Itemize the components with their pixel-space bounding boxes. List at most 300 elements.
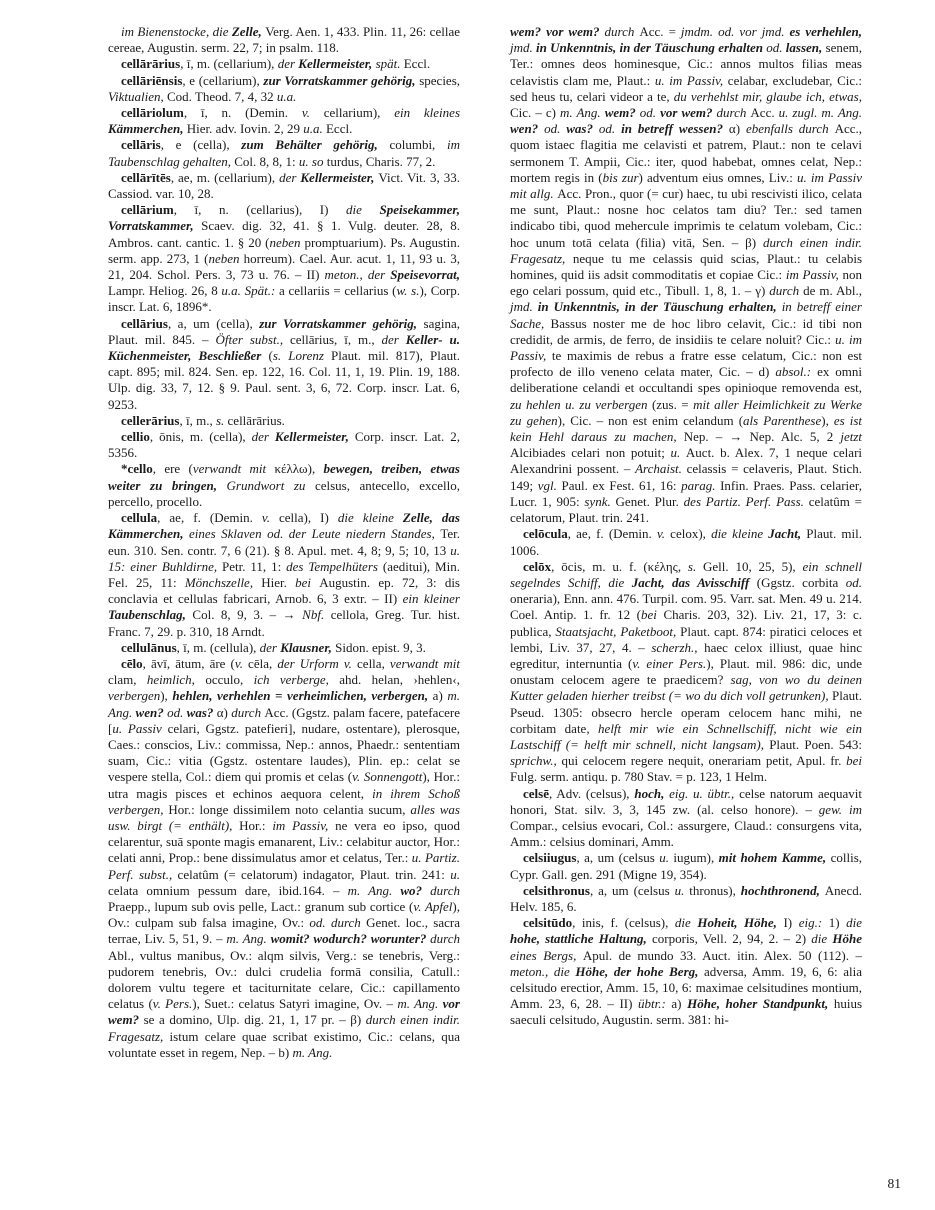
text-run: u. Partiz. Perf. subst., [108,850,460,882]
text-run: celsiiugus [523,850,577,866]
text-run: Bassus noster me de hoc libro celavit, Cic.: id tibi non credidit, de armis, de ferro, de insidiis te celare noluit? Cic.: [510,315,862,347]
text-run: helft mir wie ein Schnellschiff, nicht wie ein Lastschiff (= helft mir schnell, nicht langsam), [510,720,862,752]
text-run: ex omni deliberatione celandi et occultandi spes opinioque removenda est, [510,364,863,396]
text-run: u.a. Spät.: [221,283,280,299]
text-run: Genet. Plur. [615,493,684,509]
text-run: Jacht, [768,526,807,542]
text-run: sagina, Plaut. mil. 845. – [108,315,460,347]
text-run: der [277,56,299,72]
text-run: , a, um (celsus [589,882,675,898]
text-run: der [279,169,301,185]
text-run: wen? [135,704,168,720]
text-run: v. [656,526,671,542]
text-run: clam, [108,672,147,688]
text-run: u. [670,445,686,461]
text-run: scherzh., [651,639,705,655]
text-run: sag, von wo du deinen Kutter geladen hierher treibst (= wo du dich voll getrunken), [510,672,863,704]
text-run: u. im Passiv, [654,72,728,88]
left-column [108,24,460,1061]
text-run: ( [268,348,273,364]
text-run: bis zur [602,169,639,185]
text-run: α) [216,704,232,720]
text-run: was? [566,121,599,137]
text-run: durch [604,24,640,39]
text-run: als Parenthese [743,412,822,428]
text-run: v. Pers. [152,996,193,1012]
entry-celse [510,786,862,851]
text-run: , ī, m., [179,412,216,428]
text-run: haec celox illiust, quae hinc egreditur, internuntia ( [510,639,862,671]
text-run: neque tu me celassis quid scias, Plaut.: tu celabis homines, quid iis adsit commoditatis et copiae Cic.: [510,250,862,283]
text-run: heimlich, [146,672,206,688]
text-run: v. Apfel [413,898,453,914]
text-run: Anecd. Helv. 185, 6. [510,882,862,914]
text-run: alles was usw. birgt (= enthält), [108,801,460,833]
text-run: m. Ang. [226,931,271,947]
text-run: cella), I) [279,510,338,526]
text-run: bewegen, treiben, etwas weiter zu bringen, [108,461,460,493]
text-run: celatûm (= celatorum) indagator, Plaut. trin. 241: [177,866,451,882]
text-run: Plaut. capt. 874: piratici celoces et lembi, Liv. 37, 27, 4. – [510,623,863,655]
text-run: Hier. [261,574,296,590]
text-run: te maximis de rebus a fratre esse celatum, Cic.: non est profecto de illo veneno celata mater, Cic. – d) [510,348,863,380]
text-run: Petr. 11, 1: [222,558,287,574]
text-run: , ōnis, m. (cella), [149,429,252,445]
text-run: Acc. [750,105,779,121]
text-run: Höhe [832,931,863,947]
text-run: , Adv. (celsus), [548,785,635,801]
text-run: Abl., vultus manibus, Ov.: alqm silvis, Verg.: se tenebris, Verg.: pudorem tenebris, Ov.: dulci crudelia formā consilia, Catull.: dolorem vultu tegere et taciturnitate celare, Cic.: capillamento celatus ( [108,947,460,1012]
text-run: wem? vor wem? [510,24,605,39]
text-run: Nep. – → Nep. Alc. 5, 2 [683,429,841,445]
text-run: ein schnell segelndes Schiff, die [510,558,863,590]
text-run: Höhe, der hohe Berg, [575,963,704,979]
text-run: Vict. Vit. 3, 33. Cassiod. var. 10, 28. [108,169,460,202]
text-run: ), Cic. – non est enim celandum ( [557,412,744,428]
text-run: , ae, m. (cellarium), [170,169,280,185]
text-run: cellula [121,510,158,526]
text-run: v. Sonnengott [352,769,423,785]
text-run: Speisekammer, Vorratskammer, [108,202,460,234]
text-run: celatûm = celatorum, Plaut. trin. 241. [510,493,863,526]
text-run: verwandt mit [389,655,461,671]
text-run: cellārītēs [121,169,171,185]
text-run: horreum). Cael. Aur. acut. 1, 11, 93 u. 3, 21, 204. Schol. Pers. 3, 73 u. 76. – II) [108,250,460,283]
text-run: durch [430,931,460,947]
text-run: u.a. [276,88,297,104]
text-run: a) [432,688,448,704]
text-run: qui celocem regere nequit, onerariam petit, Apul. fr. [561,753,847,769]
text-run: w. s. [396,283,420,299]
text-run: u. [674,882,690,898]
entry-cella-cont [108,24,460,56]
text-run: Compar., celsius evocari, Col.: assurgere, Claud.: consurgens vita, Amm.: celsius dominari, Amm. [510,817,862,850]
text-run: bei [641,607,664,623]
text-run: übtr.: [638,996,672,1012]
text-run: neben [208,250,244,266]
text-run: u. zugl. m. Ang. [778,105,863,121]
text-run: u. [659,850,674,866]
entry-cellariolum [108,105,460,137]
text-run: ich verberge, [253,672,340,688]
text-run: mit aller Heimlichkeit zu Werke zu gehen [510,396,862,428]
text-run: celōcula [523,526,568,542]
text-run: Hoheit, Höhe, [697,915,784,931]
text-run: zur Vorratskammer gehörig, [259,315,424,331]
text-run: celassis = celaveris, Plaut. Stich. 149; [510,461,863,493]
text-run: Acc., quom istaec flagitia me celavisti et patrem, Plaut.: non te celavi sermonem T. Ampii, Cic.: iter, quod habebat, omnes celat, Nep.: mortem regis in ( [510,121,863,185]
text-run: Paul. ex Fest. 61, 16: [561,477,682,493]
text-run: ), Plaut. mil. 986: dic, unde onustam celocem agere te praedicem? [510,655,862,688]
text-run: der [381,331,406,347]
text-run: Taubenschlag, [108,607,193,623]
text-run: es verhehlen, [789,24,863,39]
text-run: Genet. loc., sacra terrae, Liv. 5, 51, 9. – [108,915,460,947]
text-run: (zus. = [651,396,694,412]
text-run: parag. [681,477,721,493]
text-run: species, [419,72,461,88]
text-run: in Unkenntnis, in der Täuschung erhalten [536,40,767,56]
text-run: hohe, stattliche Haltung, [510,931,653,947]
text-run: Ter. eun. 310. Sen. contr. 7, 6 (21). § 8. Apul. met. 4, 8; 9, 5; 10, 13 [108,526,460,558]
text-run: Kellermeister, [298,56,376,72]
text-run: thronus), [689,882,741,898]
text-run: Cic. – c) [510,105,561,121]
text-run: lassen, [785,40,826,56]
text-run: u. so [298,153,327,169]
text-run: non ego celari possum, quid etc., Tibull. 1, 8, 1. – γ) [510,267,862,299]
text-run: I) [783,915,799,931]
text-run: , ae, f. (Demin. [567,526,657,542]
text-run: absol.: [775,364,818,380]
text-run: in betreff einer Sache, [510,299,862,331]
text-run: ein kleiner [402,591,460,607]
text-run: (aeditui), Min. Fel. 25, 11: [108,558,460,590]
text-run: hoch, [634,785,670,801]
text-run: senem, Ter.: omnes deos hominesque, Cic.: annos multos filias meas celavistis clam me, Plaut.: [510,40,863,88]
text-run: Mönchszelle, [184,574,262,590]
text-run: 1) [828,915,847,931]
text-run: , ae, f. (Demin. [157,510,262,526]
text-run: m. Ang. [560,105,605,121]
text-run: collis, Cypr. Gall. gen. 291 (Migne 19, 354). [510,850,863,882]
text-run: Praepp., lupum sub ovis pelle, Lact.: granum sub cortice ( [108,898,414,914]
text-run: cella, [357,655,390,671]
text-run: celōx [523,558,552,574]
text-run: Archaist. [635,461,687,477]
text-run: ) adventum eius omnes, Liv.: [638,169,798,185]
text-run: , ere ( [152,461,193,477]
text-run: α) [728,121,746,137]
text-run: verwandt mit [192,461,275,477]
text-run: Alcibiades celari non potuit; [510,445,671,461]
text-run: wem? [604,105,640,121]
text-run: jmdm. od. vor jmd. [680,24,790,39]
text-run: od. [845,574,862,590]
text-run: synk. [584,493,616,509]
text-run: hehlen, verhehlen = verheimlichen, verbergen, [172,688,433,704]
text-run: ahd. helan, ›hehlen‹, [339,672,460,688]
entry-cellarius [108,316,460,413]
text-run: s. [215,412,228,428]
text-run: od. [639,105,661,121]
text-run: Lampr. Heliog. 26, 8 [108,283,222,299]
text-run: jetzt [840,429,862,445]
text-run: cellārium [121,202,174,218]
text-run: der [251,429,275,445]
text-run: Kellermeister, [274,429,355,445]
text-run: vgl. [537,477,562,493]
text-run: columbi, [389,137,448,153]
text-run: neben [269,234,305,250]
text-run: durch [769,283,804,299]
text-run: cellāris [121,137,161,153]
text-run: in betreff wessen? [621,121,729,137]
text-run: cellulānus [121,639,177,655]
text-run: vor wem? [660,105,717,121]
text-run: cellārius, ī, m., [290,331,382,347]
text-run: cēla, [248,655,278,671]
text-run: promptuarium). Ps. Augustin. serm. app. 273, 1 ( [108,234,460,266]
text-run: spät. [375,56,404,72]
text-run: wo? [400,882,431,898]
text-run: de m. Abl., [803,283,862,299]
entry-cellerarius [108,413,460,429]
text-run: istum celare quae scribat existimo, Cic.: celans, qua voluntate esset in regem, Nep. – b) [108,1028,460,1060]
text-run: ebenfalls durch [745,121,835,137]
text-run: meton., die [510,963,576,979]
text-run: cellārārius [121,56,181,72]
text-run: cēlo [121,655,143,671]
text-run: jmd. [510,299,538,315]
text-run: Auct. b. Alex. 7, 1 neque celari Alexandrini possent. – [510,445,863,477]
text-run: od. [544,121,567,137]
right-column [510,24,862,1029]
entry-celsithronus [510,883,862,915]
text-run: celox), [670,526,712,542]
text-run: jmd. [510,40,537,56]
text-run: Cod. Theod. 7, 4, 32 [166,88,277,104]
text-run: huius saeculi celsitudo, Augustin. serm. 381: hi- [510,996,862,1028]
text-run: eines Bergs, [510,947,583,963]
text-run: Acc. (Ggstz. palam facere, patefacere [ [108,704,460,736]
text-run: v. [261,510,280,526]
text-run: v. [234,655,249,671]
text-run: Gell. 10, 25, 5), [703,558,803,574]
text-run: Öfter subst., [215,331,290,347]
text-run: celsus, antecello, excello, percello, procello. [108,477,460,509]
text-run: m. Ang. [292,1044,333,1060]
text-run: , ī, n. (cellarius), I) [173,202,347,218]
text-run: wen? [510,121,545,137]
text-run: Zelle, das Kämmerchen, [108,510,460,542]
text-columns [108,24,862,1061]
text-run: celata omnium pessum dare, ibid.164. – [108,882,348,898]
text-run: im Taubenschlag gehalten, [108,137,461,169]
text-run: turdus, Charis. 77, 2. [326,153,436,169]
text-run: od. [766,40,786,56]
text-run: Hor.: longe dissimilem noto celantia sucum, [168,801,411,817]
text-run: vor wem? [108,996,460,1028]
text-run: ), [160,688,173,704]
text-run: Eccl. [325,121,353,137]
text-run: , a, um (cella), [167,315,260,331]
text-run: u.a. [303,121,326,137]
text-run: cellio [121,429,150,445]
text-run: ), [821,412,834,428]
text-run: , e (cellarium), [182,72,264,88]
text-run: durch [430,882,461,898]
text-run: Sidon. epist. 9, 3. [335,639,426,655]
text-run: der Urform v. [277,655,358,671]
text-run: cellola, Greg. Tur. hist. Franc. 7, 29. p. 310, 18 Arndt. [108,607,460,639]
text-run: gew. im [818,801,862,817]
text-run: adversa, Amm. 19, 6, 6: alia celsitudo erectior, Amm. 15, 10, 6: maximae celsitudines montium, Amm. 23, 6, 28. – II) [510,963,862,1012]
text-run: die kleine [337,510,403,526]
text-run: ), Corp. inscr. Lat. 6, 1896*. [108,283,460,315]
text-run: Klausner, [280,639,336,655]
text-run: , āvī, ātum, āre ( [142,655,235,671]
text-run: u. [450,866,460,882]
text-run: celsē [523,785,549,801]
text-run: in ihrem Schoß verbergen, [108,785,460,817]
text-run: zu hehlen u. zu verbergen [510,396,652,412]
entry-cellarium [108,202,460,315]
text-run: im Passiv, [272,817,336,833]
text-run: se a domino, Ulp. dig. 21, 1, 17 pr. – β) [143,1012,366,1028]
text-run: die [674,915,698,931]
text-run: zum Behälter gehörig, [241,137,390,153]
text-run: celsithronus [523,882,590,898]
text-run: m. Ang. [397,996,443,1012]
entry-cello [108,461,460,510]
entry-celsiiugus [510,850,862,882]
text-run: m. Ang. [347,882,401,898]
text-run: durch einen indir. Fragesatz, [510,234,862,266]
text-run: mit hohem Kamme, [718,850,831,866]
entry-cellarites [108,170,460,202]
text-run: Augustin. ep. 72, 3: dis conclavia et cellulas fabricari, Arnob. 6, 3 extr. – II) [108,574,460,607]
text-run: cellāriēnsis [121,72,183,88]
text-run: Apul. de mundo 33. Auct. itin. Alex. 50 (112). – [582,947,862,963]
text-run: im Bienenstocke, die [121,24,232,39]
text-run: bei [295,574,320,590]
text-run: u. im Passiv, [510,331,862,364]
text-run: , ī, m. (cellarium), [180,56,278,72]
text-run: u. im Passiv mit allg. [510,169,862,202]
text-run: durch [231,704,265,720]
text-run: Verg. Aen. 1, 433. Plin. 11, 26: cellae cereae, Augustin. serm. 22, 7; in psalm. 118. [108,24,460,56]
text-run: (Ggstz. corbita [756,574,846,590]
text-run: oneraria), Enn. ann. 476. Turpil. com. 95. Varr. sat. Men. 49 u. 214. Coel. Antip. 1. fr. 12 ( [510,591,862,623]
text-run: Viktualien, [108,88,167,104]
page-number: 81 [887,1176,901,1191]
text-run: s. [687,558,704,574]
text-run: Infin. Praes. Pass. celarier, Lucr. 1, 905: [510,477,862,509]
text-run: Jacht, das Avisschiff [631,574,757,590]
text-run: des Partiz. Perf. Pass. [683,493,809,509]
text-run: es ist kein Hehl daraus zu machen, [510,412,862,445]
text-run: der [259,639,281,655]
text-run: celari, Ggstz. patefieri], nudare, ostentare), plerosque, Caes.: conscios, Liv.: commissa, Nep.: annos, Phaedr.: sententiam suam, Cic.: vitia (Ggstz. ostentare laudes), Plin. ep.: celat se vespere stella, Col.: diem qui promis et celas ( [108,720,460,785]
text-run: die [846,915,862,931]
text-run: ne vera eo ipso, quod celarentur, suā sponte magis emanarent, Liv.: celabitur auctor, Hor.: celati anni, Prop.: bene dissimulatus amor et celatus, Ter.: [108,817,460,866]
text-run: Plaut. Poen. 543: [769,736,862,752]
entry-cellula [108,510,460,640]
text-run: celsitūdo [523,915,573,931]
text-run: Plaut. mil. 1006. [510,526,863,558]
text-run: u. 15: einer Buhldirne, [108,542,460,574]
text-run: Col. 8, 8, 1: [234,153,299,169]
text-run: womit? wodurch? worunter? [270,931,431,947]
text-run: Plaut. Pseud. 1305: obsecro hercle operam celocem hanc mihi, ne corbitam date, [510,688,862,736]
text-run: cellarium), [323,105,395,121]
text-run: eines Sklaven od. der Leute niedern Standes, [188,526,441,542]
text-run: ein kleines [394,105,460,121]
text-run: , ī, m. (cellula), [176,639,260,655]
text-run: Charis. 203, 32). Liv. 21, 17, 3: c. publica, [510,607,862,639]
text-run: celabar, excludebar, Cic.: sed heus tu, celari videor a te, [510,72,862,104]
text-run: cellārius [121,315,168,331]
entry-cellariensis [108,73,460,105]
text-run: celse natorum aequavit honori, Stat. silv. 3, 3, 145 zw. (al. celso honore). – [510,785,862,817]
text-run: Corp. inscr. Lat. 2, 5356. [108,429,460,461]
text-run: , ī, n. (Demin. [183,105,302,121]
text-run: Speisevorrat, [390,267,460,283]
text-run: Nbf. [302,607,331,623]
text-run: κέλλω), [274,461,324,477]
text-run: bei [846,753,862,769]
text-run: Kellermeister, [300,169,379,185]
text-run: meton., der [324,267,391,283]
entry-celox [510,559,862,786]
text-run: die [811,931,833,947]
text-run: s. Lorenz [272,348,332,364]
text-run: die [346,202,380,218]
text-run: od. [167,704,187,720]
text-run: Hier. adv. Iovin. 2, 29 [186,121,304,137]
text-run: v. einer Pers. [632,655,707,671]
text-run: ), Hor.: utra magis pisces et echinos aequora celent, [108,769,460,801]
text-run: du verhehlst mir, glaube ich, etwas, [673,88,862,104]
text-run: ), Suet.: celatus Satyri imagine, Ov. – [192,996,398,1012]
text-run: od. [598,121,622,137]
text-run: corporis, Vell. 2, 94, 2. – 2) [652,931,812,947]
entry-celo-cont [510,24,862,526]
text-run: Fulg. serm. antiqu. p. 780 Stav. = p. 123, 1 Helm. [510,769,768,785]
text-run: a cellariis = cellarius ( [279,283,397,299]
entry-cellararius [108,56,460,72]
text-run: ), Ov.: culpam sub falsa imagine, Ov.: [108,898,460,931]
text-run: u. Passiv [112,720,168,736]
text-run: Kämmerchen, [108,121,187,137]
entry-celsitudo [510,915,862,1028]
text-run: des Tempelhüters [286,558,383,574]
entry-cellaris [108,137,460,169]
entry-celocula [510,526,862,558]
text-run: in Unkenntnis, in der Täuschung erhalten, [537,299,782,315]
text-run: zur Vorratskammer gehörig, [263,72,420,88]
text-run: die kleine [711,526,769,542]
text-run: Scaev. dig. 32, 41. § 1. Vulg. deuter. 28, 8. Ambros. cant. cantic. 1. § 20 ( [108,218,461,250]
text-run: durch [716,105,751,121]
text-run: Staatsjacht, Paketboot, [555,623,681,639]
entry-celo [108,656,460,1061]
text-run: *cello [121,461,153,477]
entry-cellulanus [108,640,460,656]
text-run: was? [186,704,217,720]
text-run: , e (cella), [160,137,242,153]
